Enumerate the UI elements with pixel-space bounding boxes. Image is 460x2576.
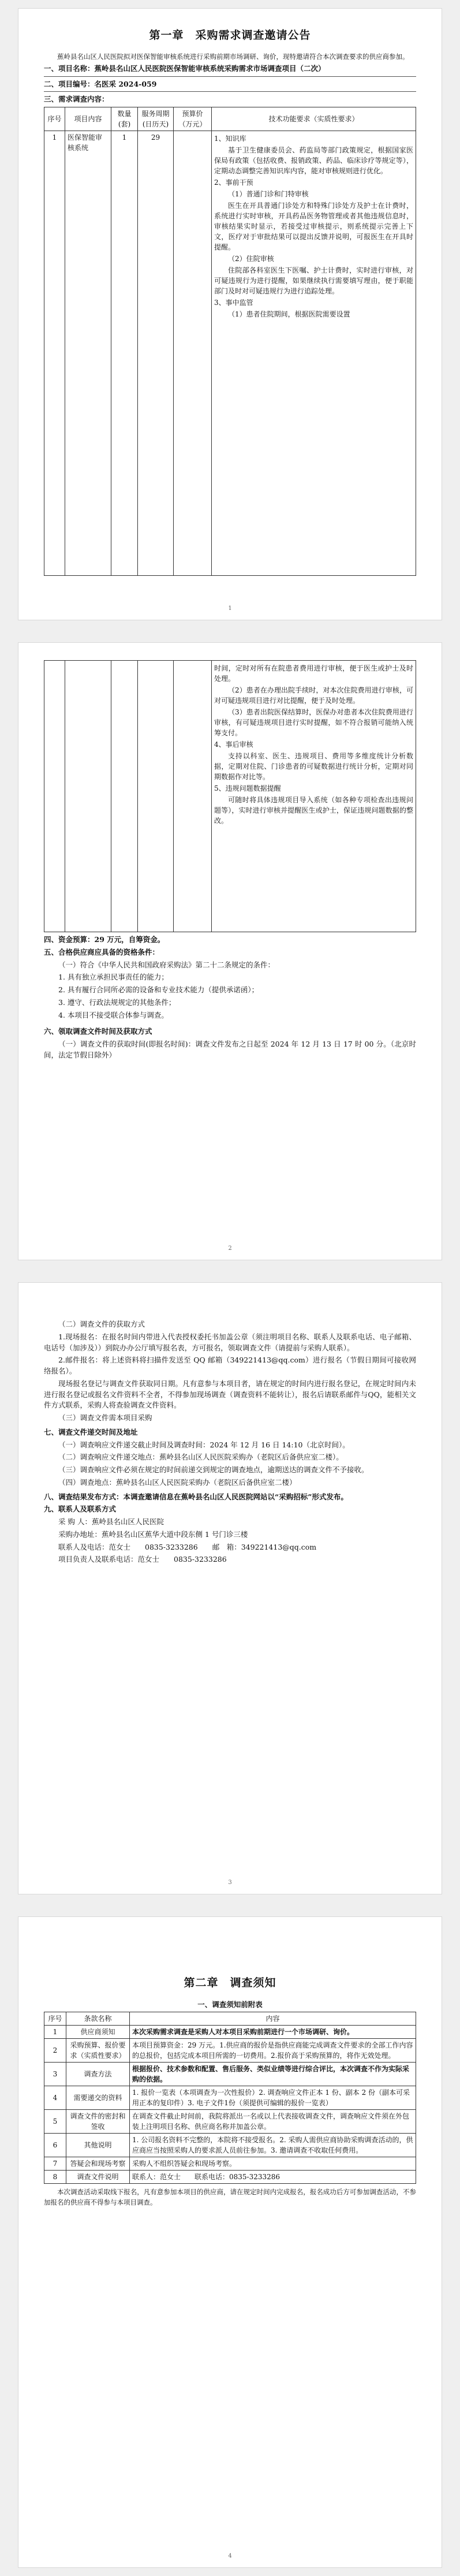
acquisition-method-item: 现场报名登记与调查文件获取同日期。凡有意参与本项目者，请在规定的时间内进行报名登记，在规定时间内未进行报名登记或报名文件资料不全者，不得参加现场调查（调查资料不能转让），报名后请联系邮件与QQ，能相关文件方式联系，采购人将查验调查文件资料。 bbox=[44, 1379, 416, 1410]
req-line: 2、事前干预 bbox=[214, 178, 253, 187]
document-page-3 bbox=[18, 1282, 442, 1894]
divider bbox=[44, 76, 416, 77]
page-number: 4 bbox=[228, 2553, 232, 2559]
req-line: （1）患者住院期间，根据医院需要设置 bbox=[228, 310, 350, 318]
submission-item: （一）调查响应文件递交截止时间及调查时间：2024 年 12 月 16 日 14:10（北京时间）。 bbox=[58, 1440, 350, 1449]
chapter-title: 第一章 采购需求调查邀请公告 bbox=[149, 29, 311, 42]
page-number: 1 bbox=[228, 605, 232, 612]
document-page-1 bbox=[18, 8, 442, 620]
req-line: 支持以科室、医生、违规项目、费用等多维度统计分析数据，定期对住院、门诊患者的可疑数据进行统计分析，定期对同期数据作对比等。 bbox=[214, 752, 413, 781]
row-number: 8 bbox=[44, 2171, 66, 2184]
req-line: （2）患者在办理出院手续时，对本次住院费用进行审核，可对可疑违规项目进行对比提醒，便于及时处理。 bbox=[214, 686, 413, 705]
table-row bbox=[44, 2026, 416, 2039]
submission-item: （三）调查响应文件必须在规定的时间前递交到规定的调查地点，逾期送达的调查文件不予接收。 bbox=[58, 1465, 369, 1474]
row-number: 6 bbox=[44, 2134, 66, 2157]
row-number: 3 bbox=[44, 2063, 66, 2086]
section-project-number: 二、项目编号：名医采 2024-059 bbox=[44, 79, 157, 88]
qualification-item: 4. 本项目不接受联合体参与调查。 bbox=[58, 1010, 169, 1019]
table-header: 内容 bbox=[130, 2012, 416, 2026]
row-content: 本项目预算资金：29 万元。1.供应商的报价是指供应商能完成调查文件要求的全部工作内容的总报价，包括完成本项目所需的一切费用。2.报价高于采购预算的，将作无效处理。 bbox=[130, 2039, 416, 2063]
table-row bbox=[44, 661, 416, 932]
table-row bbox=[44, 131, 416, 576]
submission-item: （二）调查响应文件递交地点：蕉岭县名山区人民医院采购办（老院区后备供应室二楼）。 bbox=[58, 1453, 343, 1462]
qualification-item: 1. 具有独立承担民事责任的能力； bbox=[58, 973, 169, 982]
row-content: 根据报价、技术参数和配置、售后服务、类似业绩等进行综合评比，本次调查不作为实际采购的依据。 bbox=[130, 2063, 416, 2086]
table-header: 项目内容 bbox=[65, 107, 111, 131]
row-item: 供应商须知 bbox=[66, 2026, 130, 2039]
table-row bbox=[44, 2134, 416, 2157]
row-item: 需要递交的资料 bbox=[66, 2086, 130, 2110]
row-requirements bbox=[212, 131, 416, 576]
row-content: 联系人：范女士 联系电话：0835-3233286 bbox=[130, 2171, 416, 2184]
section-contact: 九、联系人及联系方式 bbox=[44, 1505, 117, 1514]
table-row bbox=[44, 2039, 416, 2063]
page-number: 3 bbox=[228, 1879, 232, 1886]
table-row bbox=[44, 2171, 416, 2184]
row-number: 1 bbox=[44, 131, 65, 576]
table-row bbox=[44, 2157, 416, 2171]
divider bbox=[44, 91, 416, 92]
row-project-name: 医保智能审核系统 bbox=[65, 131, 111, 576]
chapter-title: 第二章 调查须知 bbox=[184, 1976, 276, 1989]
req-line: （3）患者出院医保结算时，医保办对患者本次住院费用进行审核，有可疑违规项目进行实时提醒，如不符合报销可能纳入统筹支付。 bbox=[214, 708, 413, 737]
req-line: 5、违规问题数据提醒 bbox=[214, 784, 281, 792]
row-number: 4 bbox=[44, 2086, 66, 2110]
table-row bbox=[44, 2063, 416, 2086]
table-header: 服务周期(日历天) bbox=[138, 107, 174, 131]
table-header: 序号 bbox=[44, 107, 65, 131]
row-requirements bbox=[212, 661, 416, 932]
contact-line: 联系人及电话：范女士 0835-3233286 邮 箱：349221413@qq.com bbox=[58, 1542, 317, 1551]
req-line: 时间，定时对所有在院患者费用进行审核，便于医生或护士及时处理。 bbox=[214, 664, 413, 683]
notice-table bbox=[44, 2012, 416, 2184]
section-result-publication: 八、调查结果发布方式：本调查邀请信息在蕉岭县名山区人民医院网站以“采购招标”形式发布。 bbox=[44, 1492, 348, 1501]
qualification-intro: （一）符合《中华人民共和国政府采购法》第二十二条规定的条件： bbox=[58, 960, 275, 969]
row-item: 调查文件的密封和签收 bbox=[66, 2110, 130, 2134]
row-item: 采购预算、报价要求（实质性要求） bbox=[66, 2039, 130, 2063]
acquisition-time: （一）调查文件的获取时间(即报名时间)：调查文件发布之日起至 2024 年 12 月 13 日 17 时 00 分。（北京时间，法定节假日除外） bbox=[44, 1040, 416, 1059]
section-requirements-heading: 三、需求调查内容： bbox=[44, 95, 109, 104]
req-line: （1）普通门诊和门特审核 bbox=[228, 190, 309, 198]
req-line: 医生在开具普通门诊处方和特殊门诊处方及护士在计费时，系统进行实时审核，开具药品医务物管理或者其他违规信息时，审核结果实时显示，若接受过审核提示，则系统提示完善上下文，医疗对于审批结果可以提出反馈并说明，可报医生在开具时提醒。 bbox=[214, 202, 413, 251]
row-item: 其他说明 bbox=[66, 2134, 130, 2157]
table-header: 预算价（万元） bbox=[174, 107, 212, 131]
acquisition-method-item: 1.现场报名：在报名时间内带进入代表授权委托书加盖公章（须注明项目名称、联系人及联系电话、电子邮箱、电话号（加涉及））到院办办公厅填写报名表，方可报名，领取调查文件（请提前与采购人联系）。 bbox=[44, 1332, 416, 1352]
row-budget bbox=[174, 131, 212, 576]
document-page-2 bbox=[18, 642, 442, 1260]
req-line: 3、事中监管 bbox=[214, 299, 253, 307]
qualification-item: 3. 遵守、行政法规规定的其他条件； bbox=[58, 997, 176, 1007]
requirements-table bbox=[44, 107, 416, 576]
row-item: 调查方法 bbox=[66, 2063, 130, 2086]
section-submission: 七、调查文件递交时间及地址 bbox=[44, 1427, 138, 1436]
closing-note: 本次调查活动采取线下报名，凡有意参加本项目的供应商，请在规定时间内完成报名，报名成功后方可参加调查活动，不参加报名的供应商不得参与本项目调查。 bbox=[44, 2188, 416, 2206]
section-document-acquisition: 六、领取调查文件时间及获取方式 bbox=[44, 1027, 152, 1036]
section-project-name: 一、项目名称：蕉岭县名山区人民医院医保智能审核系统采购需求市场调查项目（二次） bbox=[44, 64, 326, 73]
req-line: 1、知识库 bbox=[214, 135, 246, 143]
submission-item: （四）调查地点：蕉岭县名山区人民医院采购办（老院区后备供应室二楼） bbox=[58, 1477, 297, 1487]
row-content: 1. 公司报名资料不完整的，本院将不接受报名。2. 采购人需供应商协助采购调查活动的，供应商应当按照采购人的要求派人员前往参加。3. 邀请调查不收取任何费用。 bbox=[130, 2134, 416, 2157]
row-content: 在调查文件截止时间前，我院将派出一名或以上代表接收调查文件，调查响应文件须在外包装上注明项目名称、供应商名称并加盖公章。 bbox=[130, 2110, 416, 2134]
table-header-row bbox=[44, 107, 416, 131]
row-content: 1. 报价一览表（本项调查为一次性报价）2. 调查响应文件正本 1 份、副本 2 份（副本可采用正本的复印件）3. 电子文件1份（须提供可编辑的报价一览表） bbox=[130, 2086, 416, 2110]
row-number: 2 bbox=[44, 2039, 66, 2063]
req-line: 可随时将具体违规项目导入系统（如各种专项检查出违规问题等），实时进行审核并提醒医生或护士，保证违规问题数据的整改。 bbox=[214, 796, 413, 825]
acquisition-method-heading: （二）调查文件的获取方式 bbox=[58, 1320, 145, 1328]
row-item: 答疑会和现场考察 bbox=[66, 2157, 130, 2171]
row-content: 本次采购需求调查是采购人对本项目采购前期进行一个市场调研、询价。 bbox=[130, 2026, 416, 2039]
req-line: 4、事后审核 bbox=[214, 740, 253, 749]
acquisition-method-item: 2.邮件报名：将上述资料将扫描件发送至 QQ 邮箱（349221413@qq.com）进行报名（节假日期间可接收网络报名）。 bbox=[44, 1356, 416, 1375]
row-content: 采购人不组织答疑会和现场考察。 bbox=[130, 2157, 416, 2171]
qualification-item: 2. 具有履行合同所必需的设备和专业技术能力（提供承诺函）； bbox=[58, 985, 259, 994]
table-row bbox=[44, 2086, 416, 2110]
acquisition-method-item: （三）调查文件需本项目采购 bbox=[58, 1413, 152, 1422]
row-item: 调查文件说明 bbox=[66, 2171, 130, 2184]
table-header-row bbox=[44, 2012, 416, 2026]
document-page-4 bbox=[18, 1916, 442, 2568]
row-number: 5 bbox=[44, 2110, 66, 2134]
table-header: 序号 bbox=[44, 2012, 66, 2026]
section-budget: 四、资金预算：29 万元，自筹资金。 bbox=[44, 935, 165, 944]
section-qualifications: 五、合格供应商应具备的资格条件： bbox=[44, 947, 160, 956]
req-line: 住院部各科室医生下医嘱、护士计费时，实时进行审核，对可疑违规行为进行提醒，如果继续执行需要填写理由，便于职能部门及时对可疑违规行为进行追踪处理。 bbox=[214, 266, 413, 295]
contact-line: 采购办地址：蕉岭县名山区蕉华大道中段东侧 1 号门诊三楼 bbox=[58, 1529, 248, 1539]
table-header: 数量(套) bbox=[111, 107, 138, 131]
table-header: 技术功能要求（实质性要求） bbox=[212, 107, 416, 131]
page-number: 2 bbox=[228, 1245, 232, 1252]
notice-table-heading: 一、调查须知前附表 bbox=[197, 2000, 263, 2009]
contact-line: 采 购 人：蕉岭县名山区人民医院 bbox=[58, 1517, 164, 1526]
row-number: 7 bbox=[44, 2157, 66, 2171]
row-number: 1 bbox=[44, 2026, 66, 2039]
req-line: 基于卫生健康委员会、药监局等部门政策规定，根据国家医保局有政策（包括收费、报销政策、药品、临床诊疗等规定等），定期动态调整完善知识库内容，能对审核规则进行优化。 bbox=[214, 146, 413, 175]
table-header: 条款名称 bbox=[66, 2012, 130, 2026]
row-period: 29 bbox=[138, 131, 174, 576]
contact-line: 项目负责人及联系电话：范女士 0835-3233286 bbox=[58, 1555, 227, 1564]
row-quantity: 1 bbox=[111, 131, 138, 576]
requirements-table-continued bbox=[44, 660, 416, 932]
req-line: （2）住院审核 bbox=[228, 255, 274, 263]
intro-paragraph: 蕉岭县名山区人民医院拟对医保智能审核系统进行采购前期市场调研、询价，现特邀请符合本次调查要求的供应商参加。 bbox=[57, 52, 409, 61]
table-row bbox=[44, 2110, 416, 2134]
